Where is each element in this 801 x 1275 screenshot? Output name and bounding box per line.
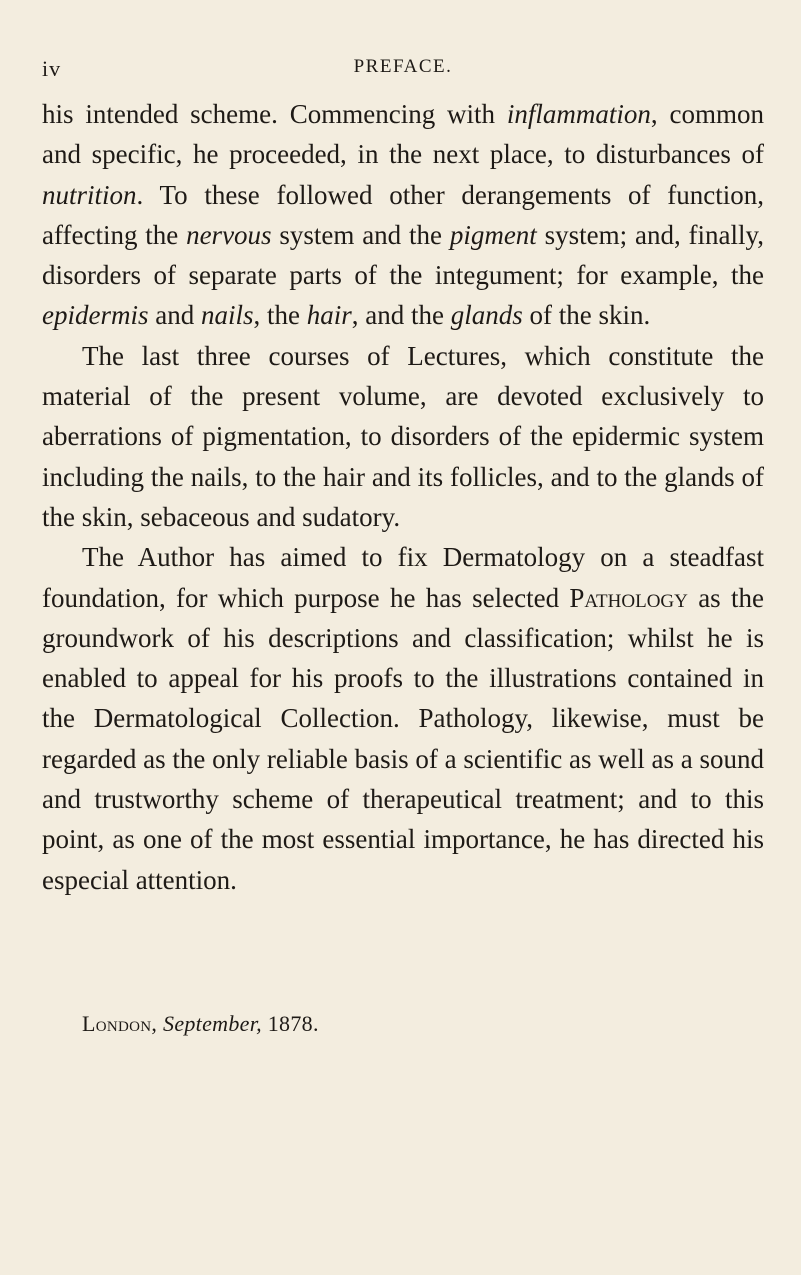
signature-year: 1878. (267, 1011, 319, 1036)
running-title: PREFACE. (353, 56, 453, 77)
text-segment: as the groundwork of his descriptions and classification; whilst he is enabled to appeal for his proofs to the illustrations contained in the Dermatological Collection. Pathology, likewise, must be regarded as the only reliable basis of a scientific as well as a sound and trustworthy scheme of therapeutical treatment; and to this point, as one of the most essential importance, he has directed his especial attention. (42, 582, 764, 895)
text-segment-italic: inflammation (506, 99, 651, 129)
text-segment: and (148, 300, 201, 331)
text-segment: his intended scheme. Commencing with (42, 99, 507, 129)
preface-body (42, 94, 764, 900)
paragraph-1 (42, 94, 764, 336)
text-segment-italic: hair (306, 300, 352, 331)
signature-month: September, (163, 1011, 262, 1036)
text-segment-italic: nails (200, 300, 254, 331)
text-segment: The Author has aimed to fix Dermatology on a steadfast foundation, for which purpose he has selected (42, 542, 764, 613)
page-number: iv (42, 56, 62, 81)
text-segment: of the skin. (522, 300, 651, 331)
text-segment: , and the (351, 300, 451, 331)
text-segment: , the (253, 300, 307, 331)
text-segment: system; and, finally, disorders of separate parts of the integument; for example, the (42, 219, 764, 291)
signature-dateline (82, 1011, 319, 1037)
text-segment: . To these followed other derangements of function, affecting the (42, 179, 764, 250)
paragraph-3 (42, 537, 764, 900)
text-segment: The last three courses of Lectures, which constitute the material of the present volume, are devoted exclusively to aberrations of pigmentation, to disorders of the epidermic system including the nails, to the hair and its follicles, and to the glands of the skin, sebaceous and sudatory. (42, 340, 764, 532)
text-segment-italic: pigment (449, 219, 537, 250)
text-segment-italic: epidermis (42, 300, 149, 331)
signature-place: London, (82, 1011, 158, 1036)
text-segment-smallcaps: Pathology (569, 582, 688, 613)
text-segment-italic: nervous (186, 219, 272, 250)
running-head (42, 56, 764, 82)
text-segment-italic: glands (450, 300, 523, 331)
text-segment: system and the (271, 219, 450, 250)
text-segment-italic: nutrition (42, 179, 137, 210)
text-segment: , common and specific, he proceeded, in the next place, to disturbances of (42, 99, 764, 170)
paragraph-2 (42, 336, 764, 537)
